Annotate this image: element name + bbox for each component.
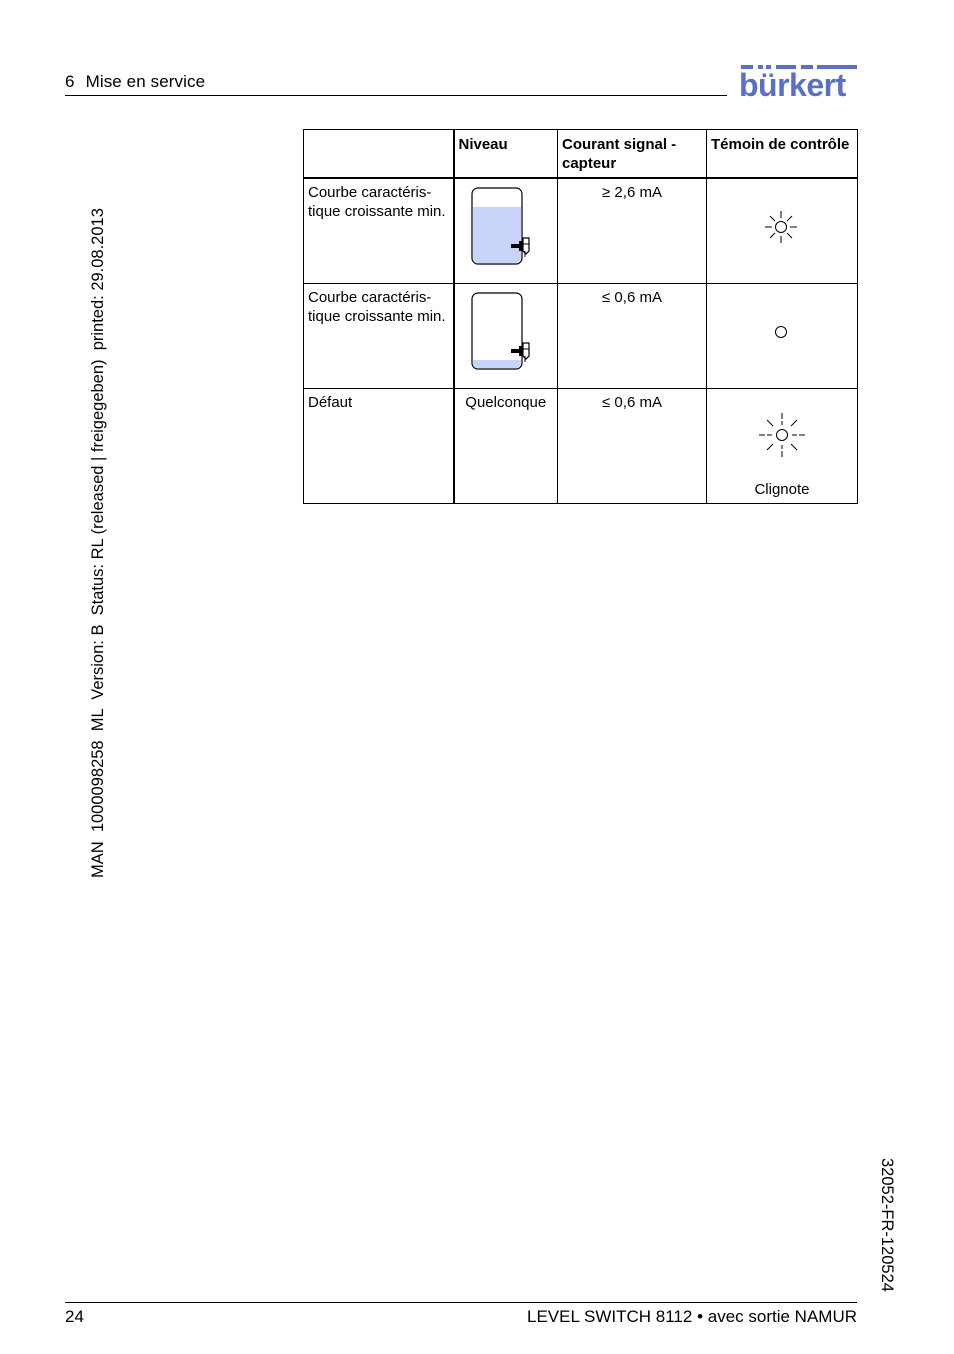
document-id: 32052-FR-120524 <box>878 1158 896 1292</box>
row-label: Défaut <box>304 388 454 503</box>
level-sensor-icon <box>511 343 529 362</box>
current-value: ≤ 0,6 mA <box>558 283 707 388</box>
table-row <box>304 388 858 503</box>
table-header-row <box>304 130 858 179</box>
level-text: Quelconque <box>454 388 558 503</box>
brand-wordmark: bürkert <box>739 67 846 102</box>
table-row <box>304 283 858 388</box>
header-empty <box>304 130 454 179</box>
lamp-on-icon <box>763 209 799 245</box>
indicator-cell <box>707 178 858 283</box>
level-cell <box>454 178 558 283</box>
header-divider <box>65 95 727 96</box>
burkert-logo <box>739 62 859 102</box>
table-row <box>304 178 858 283</box>
header-temoin: Témoin de contrôle <box>707 130 858 179</box>
page-number: 24 <box>65 1307 84 1326</box>
footer-title: LEVEL SWITCH 8112 • avec sortie NAMUR <box>527 1307 857 1326</box>
lamp-blinking-icon <box>757 411 807 459</box>
indicator-cell <box>707 388 858 503</box>
header-courant: Courant signal - capteur <box>558 130 707 179</box>
level-cell <box>454 283 558 388</box>
status-table <box>303 129 858 504</box>
current-value: ≤ 0,6 mA <box>558 388 707 503</box>
document-status-line: MAN 1000098258 ML Version: B Status: RL (released | freigegeben) printed: 29.08.2013 <box>89 208 107 878</box>
section-heading <box>65 72 205 92</box>
row-label: Courbe caractéris-tique croissante min. <box>304 283 454 388</box>
current-value: ≥ 2,6 mA <box>558 178 707 283</box>
section-number: 6 <box>65 72 75 91</box>
lamp-off-icon <box>773 324 789 340</box>
tank-low-icon <box>467 290 547 372</box>
tank-full-icon <box>467 185 547 267</box>
footer-divider <box>65 1302 857 1303</box>
section-title: Mise en service <box>85 72 206 91</box>
header-niveau: Niveau <box>454 130 558 179</box>
row-label: Courbe caractéris-tique croissante min. <box>304 178 454 283</box>
indicator-cell <box>707 283 858 388</box>
indicator-caption: Clignote <box>754 480 810 498</box>
